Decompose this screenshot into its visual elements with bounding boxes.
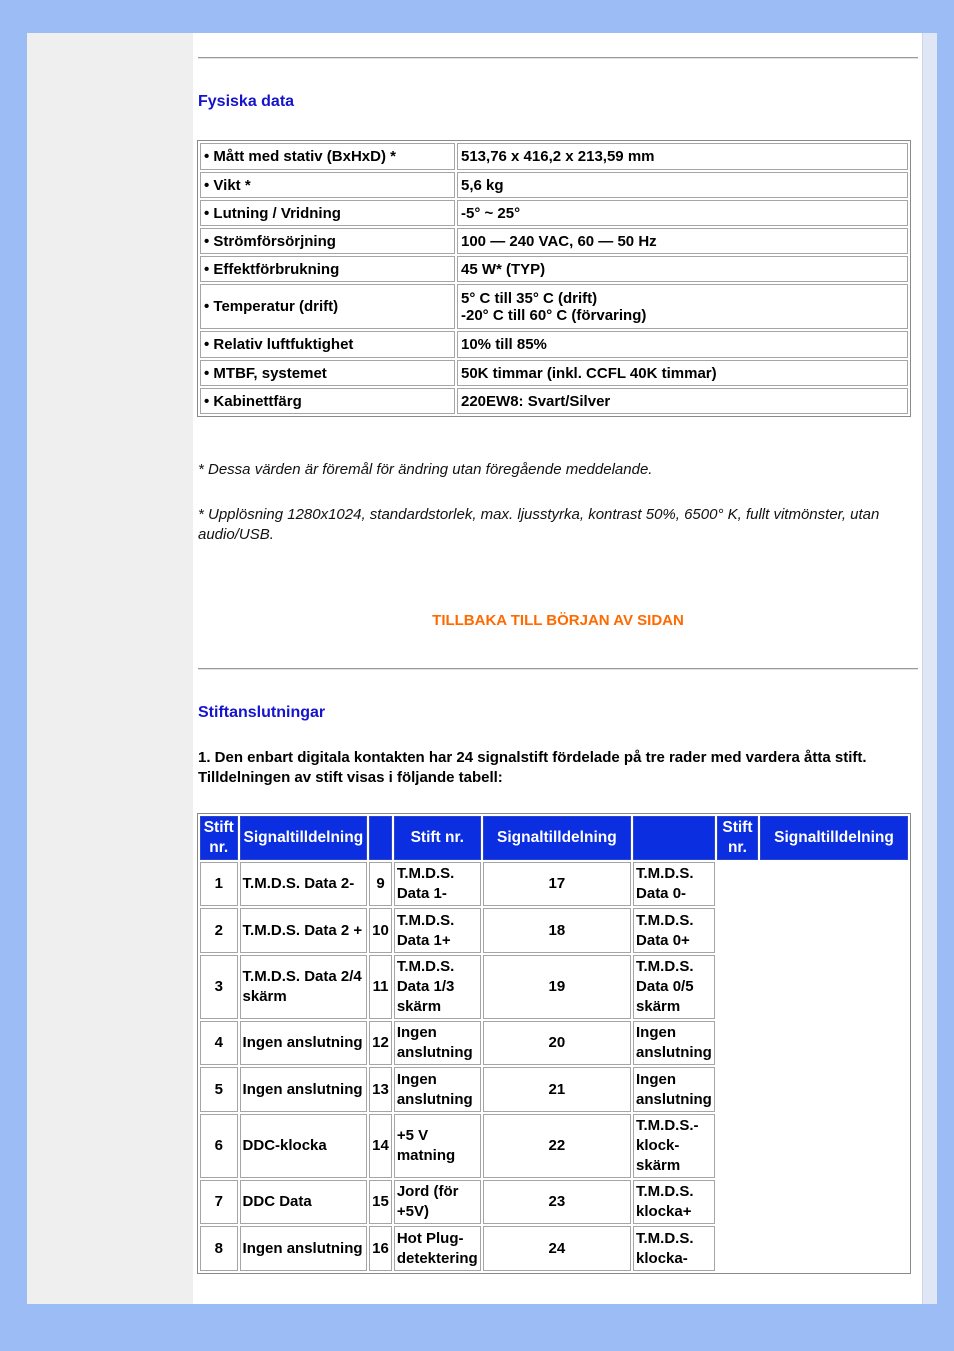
physical-data-label: • Effektförbrukning bbox=[200, 256, 455, 282]
header-pin-number: Stift nr. bbox=[717, 816, 758, 860]
pin-signal: Ingen anslutning bbox=[394, 1067, 481, 1112]
pin-table-header-row bbox=[200, 816, 908, 860]
pin-row bbox=[200, 1226, 908, 1271]
header-signal: Signaltilldelning bbox=[760, 816, 908, 860]
pin-signal: T.M.D.S.- klock-skärm bbox=[633, 1114, 715, 1178]
header-signal: Signaltilldelning bbox=[483, 816, 631, 860]
physical-data-value bbox=[457, 228, 908, 254]
pin-number: 8 bbox=[200, 1226, 238, 1271]
pin-signal: Ingen anslutning bbox=[633, 1067, 715, 1112]
pin-signal: Ingen anslutning bbox=[240, 1067, 368, 1112]
pin-number: 24 bbox=[483, 1226, 631, 1271]
physical-data-value-line: -5° ~ 25° bbox=[461, 204, 521, 222]
physical-data-value-line: 50K timmar (inkl. CCFL 40K timmar) bbox=[461, 364, 717, 382]
physical-data-value-line: 220EW8: Svart/Silver bbox=[461, 392, 611, 410]
physical-data-value-line: 10% till 85% bbox=[461, 336, 547, 353]
pin-number: 18 bbox=[483, 908, 631, 953]
pin-number: 6 bbox=[200, 1114, 238, 1178]
pin-signal: Jord (för +5V) bbox=[394, 1180, 481, 1224]
pin-signal: T.M.D.S. Data 2/4 skärm bbox=[240, 955, 368, 1019]
column-separator bbox=[369, 816, 392, 860]
physical-data-label: • MTBF, systemet bbox=[200, 360, 455, 386]
physical-data-row bbox=[200, 256, 908, 282]
pin-signal: T.M.D.S. Data 2 + bbox=[240, 908, 368, 953]
physical-data-label: • Strömförsörjning bbox=[200, 228, 455, 254]
divider-middle bbox=[198, 668, 918, 670]
pin-row bbox=[200, 1067, 908, 1112]
physical-data-row bbox=[200, 172, 908, 198]
physical-data-row bbox=[200, 228, 908, 254]
pin-signal: Ingen anslutning bbox=[240, 1021, 368, 1065]
physical-data-row bbox=[200, 360, 908, 386]
pin-signal: DDC-klocka bbox=[240, 1114, 368, 1178]
pin-number: 21 bbox=[483, 1067, 631, 1112]
physical-data-value bbox=[457, 331, 908, 358]
pin-number: 10 bbox=[369, 908, 392, 953]
pin-number: 16 bbox=[369, 1226, 392, 1271]
divider-top bbox=[198, 57, 918, 59]
physical-data-label: • Kabinettfärg bbox=[200, 388, 455, 414]
pin-signal: T.M.D.S. Data 1- bbox=[394, 862, 481, 906]
header-pin-number: Stift nr. bbox=[200, 816, 238, 860]
pin-number: 11 bbox=[369, 955, 392, 1019]
pin-number: 5 bbox=[200, 1067, 238, 1112]
pin-signal: Ingen anslutning bbox=[633, 1021, 715, 1065]
physical-data-value-line: 5° C till 35° C (drift) bbox=[461, 289, 598, 307]
pin-signal: +5 V matning bbox=[394, 1114, 481, 1178]
section-heading-physical: Fysiska data bbox=[198, 93, 295, 110]
column-separator bbox=[633, 816, 715, 860]
pin-row bbox=[200, 862, 908, 906]
pin-signal: T.M.D.S. klocka- bbox=[633, 1226, 715, 1271]
pin-signal: T.M.D.S. klocka+ bbox=[633, 1180, 715, 1224]
physical-data-row bbox=[200, 284, 908, 329]
pin-signal: Ingen anslutning bbox=[240, 1226, 368, 1271]
pin-row bbox=[200, 955, 908, 1019]
pin-number: 20 bbox=[483, 1021, 631, 1065]
pin-number: 12 bbox=[369, 1021, 392, 1065]
physical-data-value-line: 100 — 240 VAC, 60 — 50 Hz bbox=[461, 232, 657, 250]
pin-signal: T.M.D.S. Data 0- bbox=[633, 862, 715, 906]
pin-number: 23 bbox=[483, 1180, 631, 1224]
header-pin-number: Stift nr. bbox=[394, 816, 481, 860]
physical-data-value bbox=[457, 172, 908, 198]
physical-data-value bbox=[457, 200, 908, 226]
physical-data-label: • Vikt * bbox=[200, 172, 455, 198]
pin-number: 2 bbox=[200, 908, 238, 953]
header-signal: Signaltilldelning bbox=[240, 816, 368, 860]
pin-number: 3 bbox=[200, 955, 238, 1019]
note-resolution: * Upplösning 1280x1024, standardstorlek, max. ljusstyrka, kontrast 50%, 6500° K, fullt vitmönster, utan audio/USB. bbox=[198, 506, 880, 543]
physical-data-row bbox=[200, 331, 908, 358]
physical-data-value bbox=[457, 143, 908, 170]
pin-number: 13 bbox=[369, 1067, 392, 1112]
physical-data-table bbox=[197, 140, 911, 417]
pin-number: 4 bbox=[200, 1021, 238, 1065]
pin-number: 17 bbox=[483, 862, 631, 906]
scrollbar-track[interactable] bbox=[922, 33, 937, 1304]
pin-signal: T.M.D.S. Data 0/5 skärm bbox=[633, 955, 715, 1019]
pin-signal: T.M.D.S. Data 0+ bbox=[633, 908, 715, 953]
physical-data-value bbox=[457, 256, 908, 282]
section-heading-pins: Stiftanslutningar bbox=[198, 704, 326, 721]
physical-data-value-line: 513,76 x 416,2 x 213,59 mm bbox=[461, 148, 655, 165]
back-to-top-link[interactable]: TILLBAKA TILL BÖRJAN AV SIDAN bbox=[432, 612, 684, 629]
pin-number: 19 bbox=[483, 955, 631, 1019]
physical-data-value-line: -20° C till 60° C (förvaring) bbox=[461, 306, 647, 324]
pin-row bbox=[200, 1180, 908, 1224]
left-margin-column bbox=[27, 33, 193, 1304]
physical-data-row bbox=[200, 143, 908, 170]
pin-number: 1 bbox=[200, 862, 238, 906]
pin-signal: Ingen anslutning bbox=[394, 1021, 481, 1065]
pin-assignment-table bbox=[197, 813, 911, 1274]
physical-data-value bbox=[457, 284, 908, 329]
pin-number: 7 bbox=[200, 1180, 238, 1224]
pin-signal: T.M.D.S. Data 1+ bbox=[394, 908, 481, 953]
pin-row bbox=[200, 908, 908, 953]
note-subject-to-change: * Dessa värden är föremål för ändring utan föregående meddelande. bbox=[198, 461, 653, 478]
physical-data-value bbox=[457, 360, 908, 386]
physical-data-label: • Relativ luftfuktighet bbox=[200, 331, 455, 358]
pin-row bbox=[200, 1114, 908, 1178]
pin-signal: Hot Plug-detektering bbox=[394, 1226, 481, 1271]
physical-data-value bbox=[457, 388, 908, 414]
pin-row bbox=[200, 1021, 908, 1065]
pin-signal: T.M.D.S. Data 2- bbox=[240, 862, 368, 906]
pin-number: 14 bbox=[369, 1114, 392, 1178]
physical-data-row bbox=[200, 200, 908, 226]
pin-number: 22 bbox=[483, 1114, 631, 1178]
pin-number: 9 bbox=[369, 862, 392, 906]
physical-data-row bbox=[200, 388, 908, 414]
physical-data-value-line: 45 W* (TYP) bbox=[461, 260, 546, 278]
pins-intro-text: 1. Den enbart digitala kontakten har 24 signalstift fördelade på tre rader med vardera åtta stift. Tilldelningen av stift visas i följande tabell: bbox=[198, 749, 867, 786]
pin-signal: T.M.D.S. Data 1/3 skärm bbox=[394, 955, 481, 1019]
physical-data-label: • Mått med stativ (BxHxD) * bbox=[200, 143, 455, 170]
physical-data-label: • Lutning / Vridning bbox=[200, 200, 455, 226]
pin-signal: DDC Data bbox=[240, 1180, 368, 1224]
pin-number: 15 bbox=[369, 1180, 392, 1224]
physical-data-label: • Temperatur (drift) bbox=[200, 284, 455, 329]
physical-data-value-line: 5,6 kg bbox=[461, 176, 504, 194]
